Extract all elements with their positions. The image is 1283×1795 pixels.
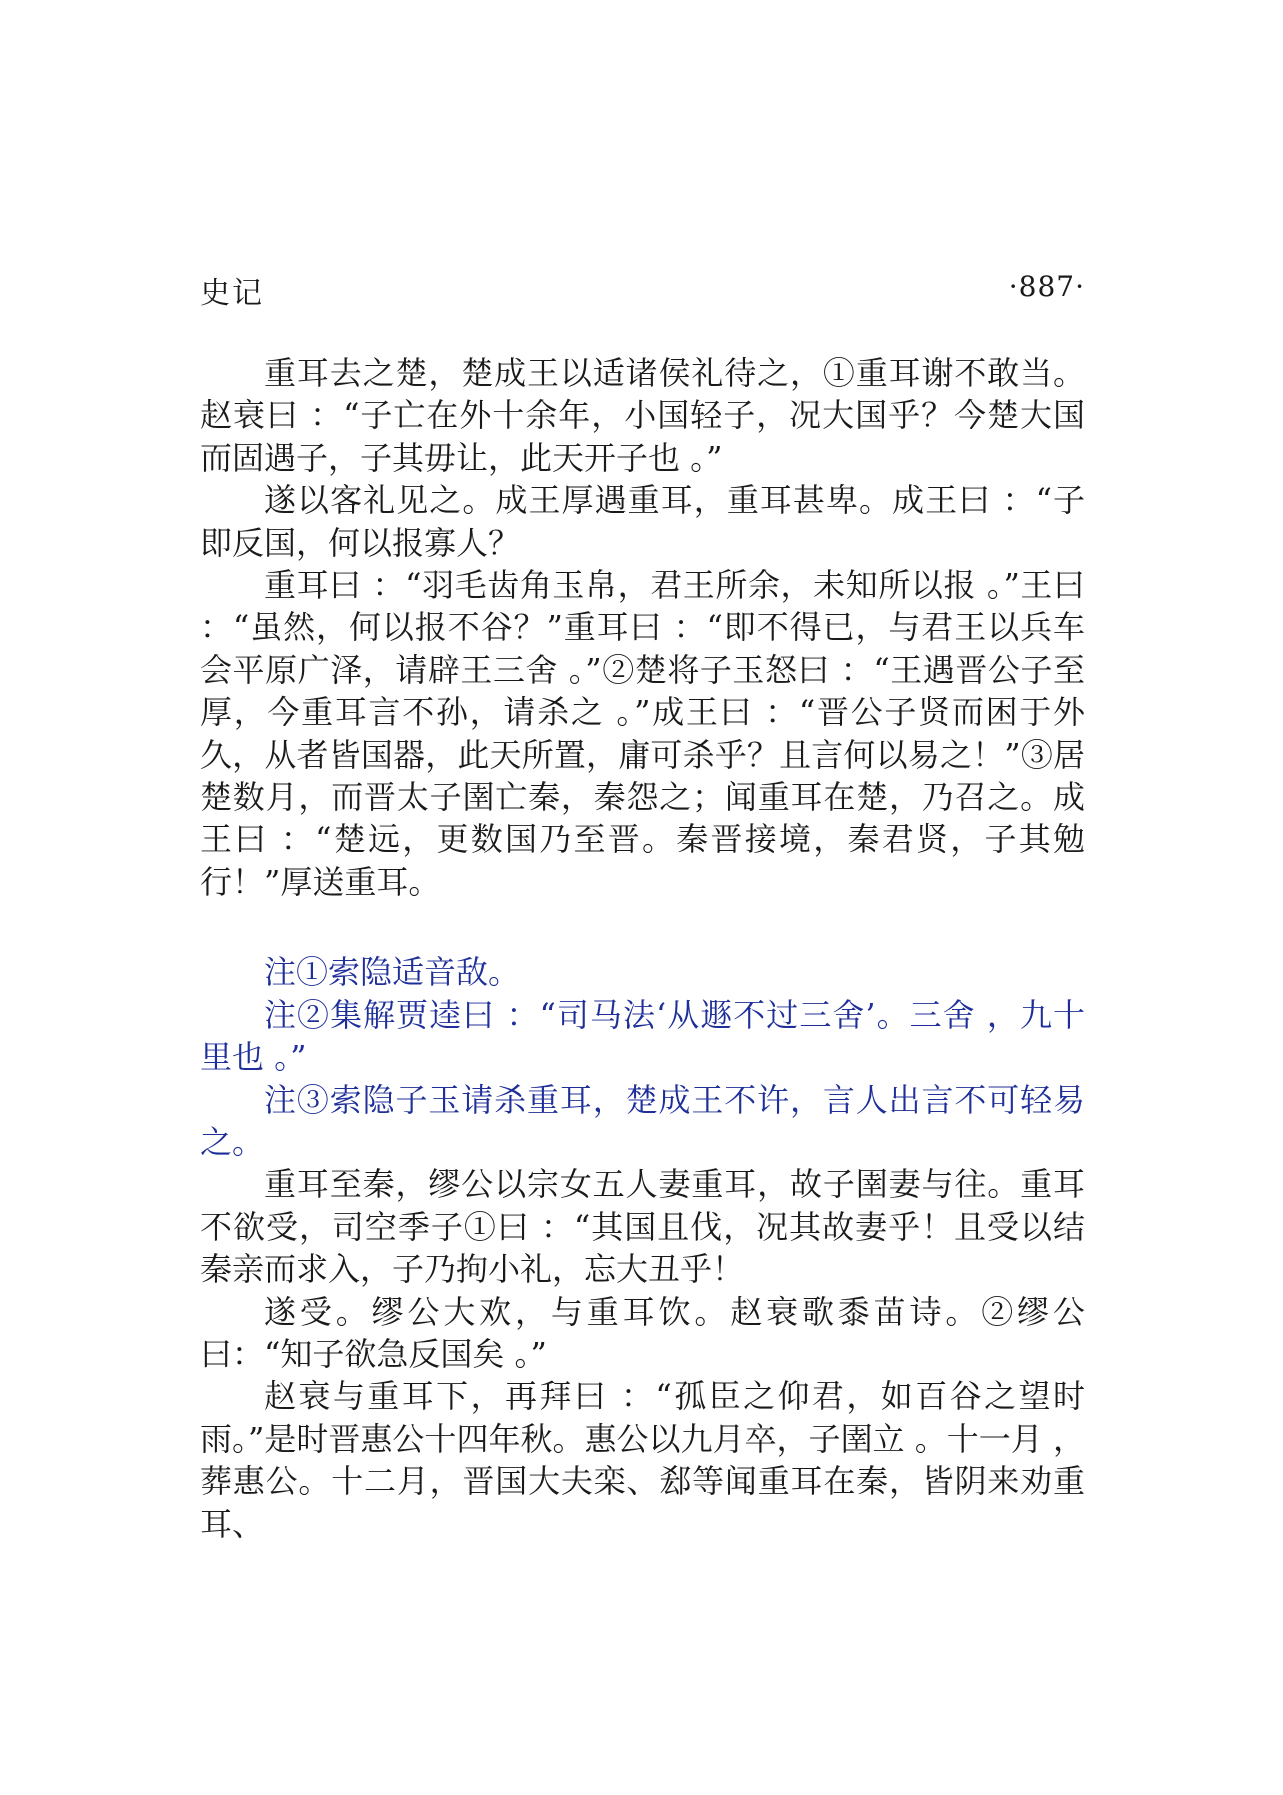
book-title: 史记	[200, 276, 264, 311]
annotation-note: 注①索隐适音敌。	[264, 953, 521, 992]
section-gap	[200, 903, 1085, 951]
annotation-note: 注③索隐子玉请杀重耳，楚成王不许，言人出言不可轻易之。	[200, 1080, 1085, 1161]
paragraph: 重耳至秦，缪公以宗女五人妻重耳，故子圉妻与往。重耳不欲受，司空季子①曰 ：“其国且伐，况其故妻乎！且受以结秦亲而求入，子乃拘小礼，忘大丑乎！	[200, 1165, 1085, 1289]
paragraph: 赵衰与重耳下，再拜曰 ：“孤臣之仰君，如百谷之望时雨。”是时晋惠公十四年秋。惠公以九月卒，子圉立 。十一月 ，葬惠公。十二月，晋国大夫栾、郄等闻重耳在秦，皆阴来劝重耳、	[200, 1377, 1085, 1543]
paragraph: 遂受。缪公大欢，与重耳饮。赵衰歌黍苗诗。②缪公曰：“知子欲急反国矣 。”	[200, 1292, 1085, 1373]
paragraph: 重耳曰 ：“羽毛齿角玉帛，君王所余，未知所以报 。”王曰 ：“虽然，何以报不谷？”重耳曰 ：“即不得已，与君王以兵车会平原广泽，请辟王三舍 。”②楚将子玉怒曰 ：“王遇晋公子至厚，今重耳言不孙，请杀之 。”成王曰 ：“晋公子贤而困于外久，从者皆国器，此天所置，庸可杀乎？且言何以易之！”③居楚数月，而晋太子圉亡秦，秦怨之；闻重耳在楚，乃召之。成王曰 ：“楚远，更数国乃至晋。秦晋接境，秦君贤，子其勉行！”厚送重耳。	[200, 566, 1085, 901]
body-text	[200, 352, 1085, 1545]
annotation-note: 注②集解贾逵曰 ：“司马法‘从遯不过三舍’。三舍 ，九十里也 。”	[200, 995, 1085, 1077]
paragraph: 遂以客礼见之。成王厚遇重耳，重耳甚卑。成王曰 ：“子即反国，何以报寡人？	[200, 481, 1085, 562]
paragraph: 重耳去之楚，楚成王以适诸侯礼待之，①重耳谢不敢当。赵衰曰 ：“子亡在外十余年，小国轻子，况大国乎？今楚大国而固遇子，子其毋让，此天开子也 。”	[200, 354, 1085, 477]
running-head	[200, 268, 1085, 311]
page-number: ·887·	[1008, 270, 1085, 303]
